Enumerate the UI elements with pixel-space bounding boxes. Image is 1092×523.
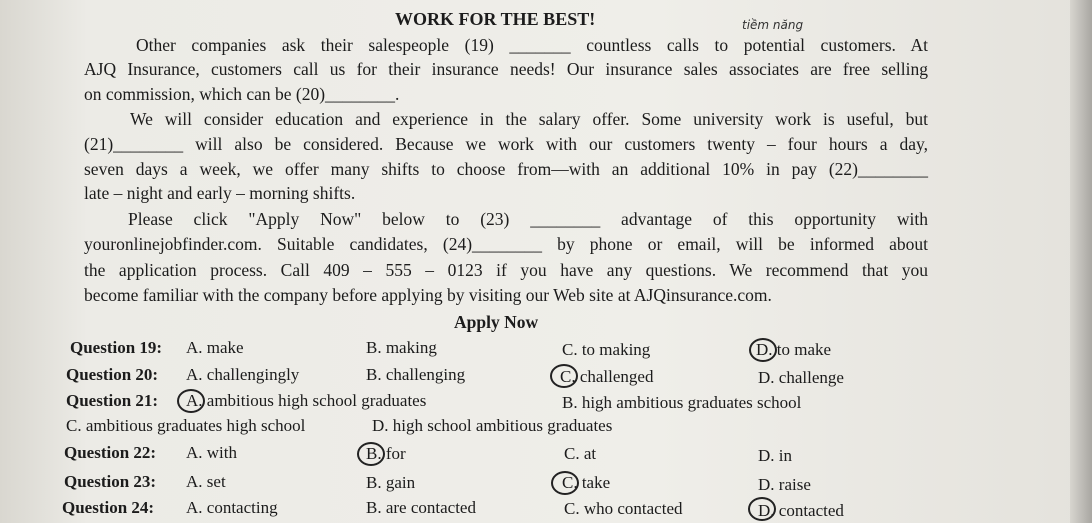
answer-circle-mark — [357, 442, 385, 466]
option-c: C. to making — [562, 340, 651, 359]
option-b: B. are contacted — [366, 498, 476, 517]
page-edge-shadow — [1070, 0, 1092, 523]
passage-line-11: become familiar with the company before applying by visiting our Web site at AJQinsurance.com. — [84, 285, 772, 305]
passage-line-3: on commission, which can be (20)________. — [84, 84, 400, 104]
option-d: D. to make — [756, 340, 832, 359]
option-a: A. challengingly — [186, 365, 300, 384]
question-label: Question 22: — [64, 443, 157, 462]
option-b: B. gain — [366, 473, 416, 492]
option-a: A. set — [186, 472, 226, 491]
option-a: A. with — [186, 443, 237, 462]
option-c: C. at — [564, 444, 597, 463]
passage-line-5: (21)________ will also be considered. Because we work with our customers twenty – four hours a day, — [84, 134, 928, 154]
passage-line-1: Other companies ask their salespeople (19) _______ countless calls to potential customers. At — [136, 35, 928, 55]
passage-line-4: We will consider education and experience in the salary offer. Some university work is useful, but — [130, 109, 928, 129]
question-label: Question 20: — [66, 365, 159, 384]
passage-line-2: AJQ Insurance, customers call us for their insurance needs! Our insurance sales associates are free selling — [84, 59, 928, 79]
option-d: D. in — [758, 446, 792, 465]
option-d: D. contacted — [758, 501, 844, 520]
option-a: A. ambitious high school graduates — [186, 391, 427, 410]
option-c: C. take — [562, 473, 611, 492]
worksheet-title: WORK FOR THE BEST! — [395, 9, 596, 29]
question-label: Question 19: — [70, 338, 163, 357]
answer-circle-mark — [748, 497, 776, 521]
handwritten-note: tiềm năng — [742, 18, 804, 32]
passage-line-6: seven days a week, we offer many shifts to choose from—with an additional 10% in pay (22)________ — [84, 159, 928, 179]
option-a: A. contacting — [186, 498, 278, 517]
question-label: Question 24: — [62, 498, 155, 517]
question-label: Question 21: — [66, 391, 159, 410]
passage-line-10: the application process. Call 409 – 555 – 0123 if you have any questions. We recommend that you — [84, 260, 928, 280]
option-c: C. who contacted — [564, 499, 683, 518]
option-b: B. high ambitious graduates school — [562, 393, 802, 412]
answer-circle-mark — [177, 389, 205, 413]
option-c: C. challenged — [560, 367, 654, 386]
answer-circle-mark — [551, 471, 579, 495]
passage-line-7: late – night and early – morning shifts. — [84, 183, 356, 203]
option-c: C. ambitious graduates high school — [66, 416, 306, 435]
option-b: B. making — [366, 338, 437, 357]
question-label: Question 23: — [64, 472, 157, 491]
answer-circle-mark — [749, 338, 777, 362]
passage-line-8: Please click "Apply Now" below to (23) ________ advantage of this opportunity with — [128, 209, 928, 229]
passage-line-9: youronlinejobfinder.com. Suitable candidates, (24)________ by phone or email, will be informed about — [84, 234, 928, 254]
option-d: D. challenge — [758, 368, 844, 387]
option-a: A. make — [186, 338, 244, 357]
option-d: D. high school ambitious graduates — [372, 416, 613, 435]
option-b: B. challenging — [366, 365, 466, 384]
answer-circle-mark — [550, 364, 578, 388]
option-d: D. raise — [758, 475, 811, 494]
option-b: B. for — [366, 444, 406, 463]
apply-now-heading: Apply Now — [454, 312, 539, 332]
